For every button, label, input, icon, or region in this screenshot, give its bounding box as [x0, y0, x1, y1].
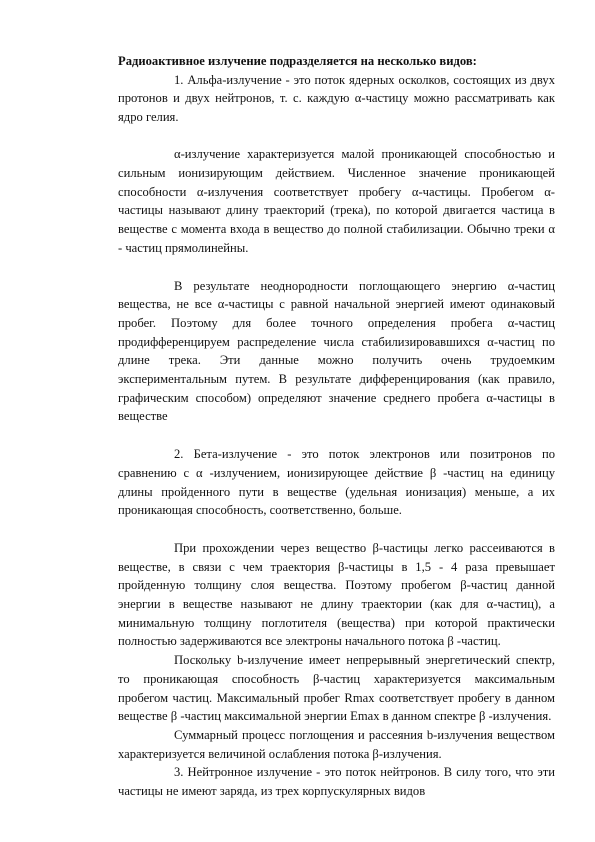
- paragraph-beta-definition: 2. Бета-излучение - это поток электронов или позитронов по сравнению с α -излучением, ионизирующее действие β -частиц на единицу длины пройденного пути в веществе (удельная ионизация) меньше, а их проникающая способность, соответственно, больше.: [118, 447, 555, 518]
- paragraph-beta-attenuation: Суммарный процесс поглощения и рассеяния b-излучения веществом характеризуется величиной ослабления потока β-излучения.: [118, 728, 555, 761]
- paragraph-neutron-definition: 3. Нейтронное излучение - это поток нейтронов. В силу того, что эти частицы не имеют заряда, из трех корпускулярных видов: [118, 765, 555, 799]
- paragraph-alpha-definition: 1. Альфа-излучение - это поток ядерных осколков, состоящих из двух протонов и двух нейтронов, т. с. каждую α-частицу можно рассматривать как ядро гелия.: [118, 72, 555, 125]
- paragraph-alpha-range: В результате неоднородности поглощающего энергию α-частиц вещества, не все α-частицы с равной начальной энергией имеют одинаковый пробег. Поэтому для более точного определения пробега α-частиц продифференцируем распределение числа стабилизировавшихся α-частиц по длине трека. Эти данные можно получить очень трудоемким экспериментальным путем. В результате дифференцирования (как правило, графическим способом) определяют значение среднего пробега α-частицы в веществе: [118, 278, 555, 424]
- section-heading: Радиоактивное излучение подразделяется на несколько видов:: [118, 54, 477, 68]
- paragraph-alpha-penetration: α-излучение характеризуется малой проникающей способностью и сильным ионизирующим действием. Численное значение проникающей способности α-излучения соответствует пробегу α-частицы. Пробегом α-частицы называют длину траекторий (трека), по которой двигается частица в веществе с момента входа в вещество до полной стабилизации. Обычно треки α - частиц прямолинейны.: [118, 147, 555, 255]
- paragraph-beta-spectrum: Поскольку b-излучение имеет непрерывный энергетический спектр, то проникающая способность β-частиц характеризуется максимальным пробегом частиц. Максимальный пробег Rmax соответствует пробегу в данном веществе β -частиц максимальной энергии Emax в данном спектре β -излучения.: [118, 653, 555, 724]
- document-page: [118, 52, 555, 801]
- paragraph-beta-scattering: При прохождении через вещество β-частицы легко рассеиваются в веществе, в связи с чем траектория β-частицы в 1,5 - 4 раза превышает пройденную толщину слоя вещества. Поэтому пробегом β-частиц данной энергии в веществе называют не длину траектории (как для α-частиц), а минимальную толщину поглотителя (вещества) при которой практически полностью задерживаются все электроны начального потока β -частиц.: [118, 540, 555, 649]
